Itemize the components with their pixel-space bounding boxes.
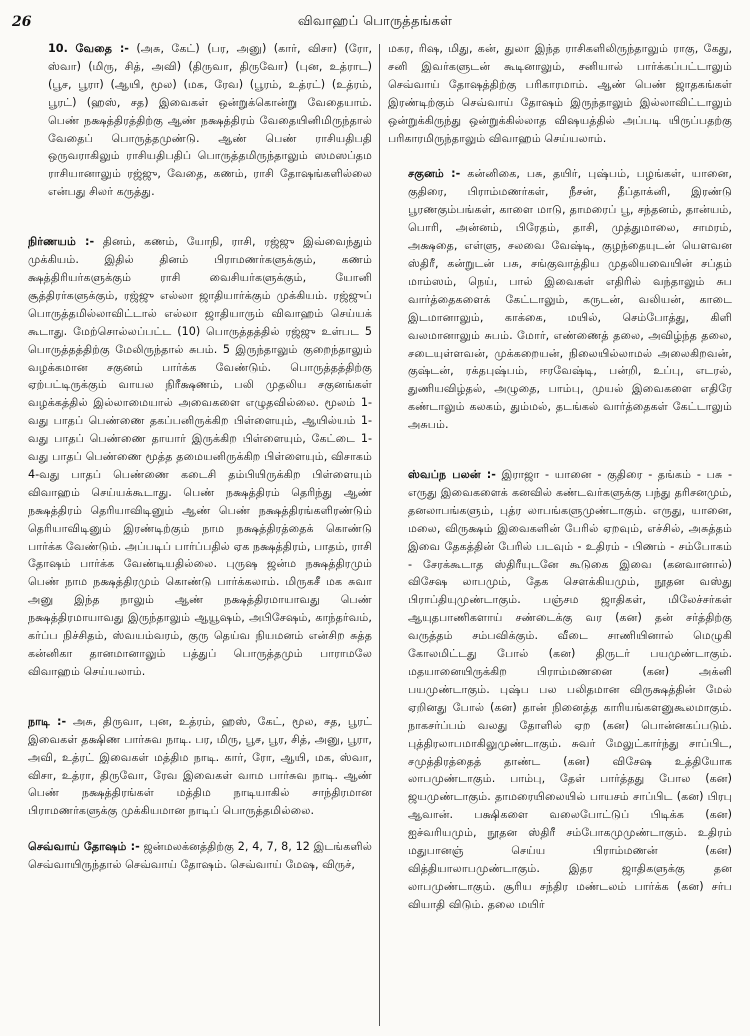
section-text: அசு, திருவா, புன, உத்ரம், ஹஸ், கேட், மூல, சத, பூரட் இவைகள் தக்ஷிண பார்சுவ நாடி. பர, மிரு, பூச, பூர, சித், அனு, பூரா, அவி, உத்ரட் இவைகள் மத்திம நாடி. கார், ரோ, ஆயி, மக, ஸ்வா, விசா, உத்ரா, திருவோ, ரேவ இவைகள் வாம பார்சுவ நாடி. ஆண் பெண் நக்ஷத்திரங்கள் மத்திம நாடியாகில் சாந்திரமான பிராமணர்களுக்கு முக்கியமான நாடிப் பொருத்தமில்லை. (28, 714, 372, 818)
section-term: நாடி :- (28, 714, 67, 728)
section-text: இராஜா - யானை - குதிரை - தங்கம் - பசு - எருது இவைகளைக் கனவில் கண்டவர்களுக்கு பந்து தரிசனமும், தனலாபங்களும், புத்ர லாபங்களுமுண்டாகும். எருது, யானை, மலை, விருக்ஷம் இவைகளின் பேரில் ஏறவும், எச்சில், அசுத்தம் இவை தேகத்தின் பேரில் படவும் - உதிரம் - பிணம் - சம்போகம் - சேரக்கூடாத ஸ்திரீயுடனே கூடுகை இவை (கனவானால்) விசேஷ லாபமும், தேக சௌக்கியமும், நூதன வஸ்து பிராப்தியுமுண்டாகும். பஞ்சம ஜாதிகள், மிலேச்சர்கள் ஆயுதபாணிகளாய் சண்டைக்கு வர (கன) தன் சர்த்திற்கு வருத்தம் சம்பவிக்கும். வீடை சாணியினால் மெழுகி கோலமிட்டது போல் (கன) திருடர் பயமுண்டாகும். மதயானையிருக்கிற பிராம்மணனை (கன) அக்னி பயமுண்டாகும். புஷ்ப பல பலிதமான விருக்ஷத்தின் மேல் ஏறினது போல் (கன) தான் நினைத்த காரியங்களனுகூலமாகும். நாகசர்ப்பம் வலது தோளில் ஏற (கன) பொன்னகப்படும். புத்திரலாபமாகிலுமுண்டாகும். சுவர் மேலுட்கார்ந்து சாப்பிட, சமுத்திரத்தைத் தாண்ட (கன) விசேஷ உத்தியோக லாபமுண்டாகும். பாம்பு, தேள் பார்த்தது போல (கன) ஜயமுண்டாகும். தாமரையிலையில் பாயசம் சாப்பிட (கன) பிரபு ஆவான். பக்ஷிகளை வலைபோட்டுப் பிடிக்க (கன) ஐச்வரியமும், நூதன ஸ்திரீ சம்போகமுமுண்டாகும். உதிரம் மதுபானஞ் செய்ய பிராம்மணன் (கன) வித்தியாலாபமுண்டாகும். இதர ஜாதிகளுக்கு தன லாபமுண்டாகும். சூரிய சந்திர மண்டலம் பார்க்க (கன) சர்ப வியாதி விடும். தலை மயிர் (408, 468, 732, 911)
section-text: (அசு, கேட்) (பர, அனு) (கார், விசா) (ரோ, ஸ்வா) (மிரு, சித், அவி) (திருவா, திருவோ) (புன, உத்ராட) (பூச, பூரா) (ஆயி, மூல) (மக, ரேவ) (பூரம், உத்ரட்) (உத்ரம், பூரட்) (ஹஸ், சத) இவைகள் ஒன்றுக்கொன்று வேதையாம். பெண் நக்ஷத்திரத்திற்கு ஆண் நக்ஷத்திரம் வேதையினிமிருந்தால் வேதைப் பொருத்தமுண்டு. ஆண் பெண் ராசியதிபதி ஒருவராகிலும் ராசியதிபதிப் பொருத்தமிருந்தாலும் ஸமஸப்தம ராசியானாலும் ரஜ்ஜு, வேதை, கணம், ராசி தோஷங்களில்லை என்பது சிலர் கருத்து. (48, 42, 372, 199)
section-text: தினம், கணம், யோநி, ராசி, ரஜ்ஜு இவ்வைந்தும் முக்கியம். இதில் தினம் பிராமணர்களுக்கும், கணம் க்ஷத்திரியர்களுக்கும் ராசி வைசியர்களுக்கும், யோனி சூத்திரர்களுக்கும், ரஜ்ஜு எல்லா ஜாதியார்க்கும் முக்கியம். ரஜ்ஜுப் பொருத்தமில்லாவிட்டால் எல்லா ஜாதியாரும் விவாஹம் செய்யக் கூடாது. மேற்சொல்லப்பட்ட (10) பொருத்தத்தில் ரஜ்ஜு உள்பட 5 பொருத்தத்திற்கு மேலிருந்தால் சுபம். 5 இருந்தாலும் குறைந்தாலும் வழக்கமான சகுனம் பார்க்க வேண்டும். பொருத்தத்திற்கு ஏற்பட்டிருக்கும் வாயல நிரீக்ஷணம், பலி முதலிய சகுனங்கள் வழக்கத்தில் இல்லாமையால் அவைகளை எழுதவில்லை. மூலம் 1-வது பாதப் பெண்ணை தகப்பனிருக்கிற பிள்ளையும், ஆயில்யம் 1-வது பாதப் பெண்ணை தாயார் இருக்கிற பிள்ளையும், கேட்டை 1-வது பாதப் பெண்ணை மூத்த தமையனிருக்கிற பிள்ளையும், விசாகம் 4-வது பாதப் பெண்ணை கடைசி தம்பியிருக்கிற பிள்ளையும் விவாஹம் செய்யக்கூடாது. பெண் நக்ஷத்திரம் தெரிந்து ஆண் நக்ஷத்திரம் தெரியாவிடினும் ஆண் பெண் நக்ஷத்திரங்களிரண்டும் தெரியாவிடினும் இரண்டிற்கும் நாம நக்ஷத்திரத்தைக் கொண்டு பார்க்க வேண்டும். அப்படிப் பார்ப்பதில் ஏக நக்ஷத்திரம், பாதம், ராசி தோஷம் பார்க்க வேண்டியதில்லை. புருஷ ஜன்ம நக்ஷத்திரமும் பெண் நாம நக்ஷத்திரமும் கொண்டு பார்க்கலாம். மிருகசீ மக சுவா அனு இந்த நாலும் ஆண் நக்ஷத்திரமாயாவது பெண் நக்ஷத்திரமாயாவது இருந்தாலும் ஆயூஷம், அபிசேஷம், காந்தர்வம், கர்ப்ப நிச்சிதம், ஸ்வயம்வரம், குரு தெய்வ நியமனம் என்சிற சுத்த கன்னிகா தானமானாலும் பத்துப் பொருத்தமும் பாராமலே விவாஹம் செய்யலாம். (28, 235, 372, 678)
section-text: கன்னிகை, பசு, தயிர், புஷ்பம், பழங்கள், யானை, குதிரை, பிராம்மணர்கள், நீசன், தீப்தாக்னி, இரண்டு பூரணகும்பங்கள், காளை மாடு, தாமரைப் பூ, சந்தனம், தான்யம், பொரி, அன்னம், பிரேதம், தாசி, முத்துமாலை, சாமரம், அக்ஷதை, எள்ளு, சலவை வேஷ்டி, குழந்தையுடன் யௌவன ஸ்திரீ, கன்றுடன் பசு, சங்குவாத்திய முதலியவையின் சப்தம் மாம்ஸம், நெய், பால் இவைகள் எதிரில் வந்தாலும் சுப வார்த்தைகளைக் கேட்டாலும், கருடன், வலியன், காடை இடமானாலும், காக்கை, மயில், செம்போத்து, கிளி வலமானாலும் சுபம். மோர், எண்ணைத் தலை, அவிழ்ந்த தலை, சடையுள்ளவன், முக்கறையன், நிலையில்லாமல் அலைகிறவன், குஷ்டன், ரக்தபுஷ்பம், ஈரவேஷ்டி, பன்றி, உப்பு, எடரல், துணியவிழ்தல், அழுதை, பாம்பு, முயல் இவைகளை எதிரே கண்டாலும் கலகம், தும்மல், தடங்கல் வார்த்தைகள் கேட்டாலும் அசுபம். (408, 167, 732, 432)
running-title: விவாஹப் பொருத்தங்கள் (297, 14, 453, 29)
page-header (12, 10, 738, 36)
section-term: நிர்ணயம் :- (28, 235, 95, 249)
section-text: ஜன்மலக்னத்திற்கு 2, 4, 7, 8, 12 இடங்களில் செவ்வாயிருந்தால் செவ்வாய் தோஷம். செவ்வாய் மேஷ, விருச், (28, 840, 372, 872)
section-naadi (28, 713, 372, 820)
section-sagunam (388, 165, 732, 434)
section-continuation: மகர, ரிஷ, மிது, கன், துலா இந்த ராசிகளிலிருந்தாலும் ராகு, கேது, சனி இவர்களுடன் கூடினாலும், சனியால் பார்க்கப்பட்டாலும் செவ்வாய் தோஷத்திற்கு பரிகாரமாம். ஆண் பெண் ஜாதகங்கள் இரண்டிற்கும் செவ்வாய் தோஷம் இருந்தாலும் இல்லாவிட்டாலும் ஒன்றுக்கிருந்து ஒன்றுக்கில்லாத விஷயத்தில் அப்படி யிருப்பதற்கு பரிகாரமிருந்தாலும் விவாஹம் செய்யலாம். (388, 42, 732, 145)
page-number: 26 (12, 14, 32, 30)
section-term: சகுனம் :- (408, 167, 461, 181)
column-divider (379, 44, 380, 1026)
section-vedhai (28, 40, 372, 201)
section-swapna-palan (388, 466, 732, 914)
section-term: செவ்வாய் தோஷம் :- (28, 840, 140, 854)
right-column (388, 40, 732, 1028)
section-term: ஸ்வப்ந பலன் :- (408, 468, 496, 482)
left-column (28, 40, 372, 1028)
section-sevvai-dosham (28, 838, 372, 874)
section-term: 10. வேதை :- (48, 42, 129, 55)
section-nirnayam (28, 233, 372, 681)
